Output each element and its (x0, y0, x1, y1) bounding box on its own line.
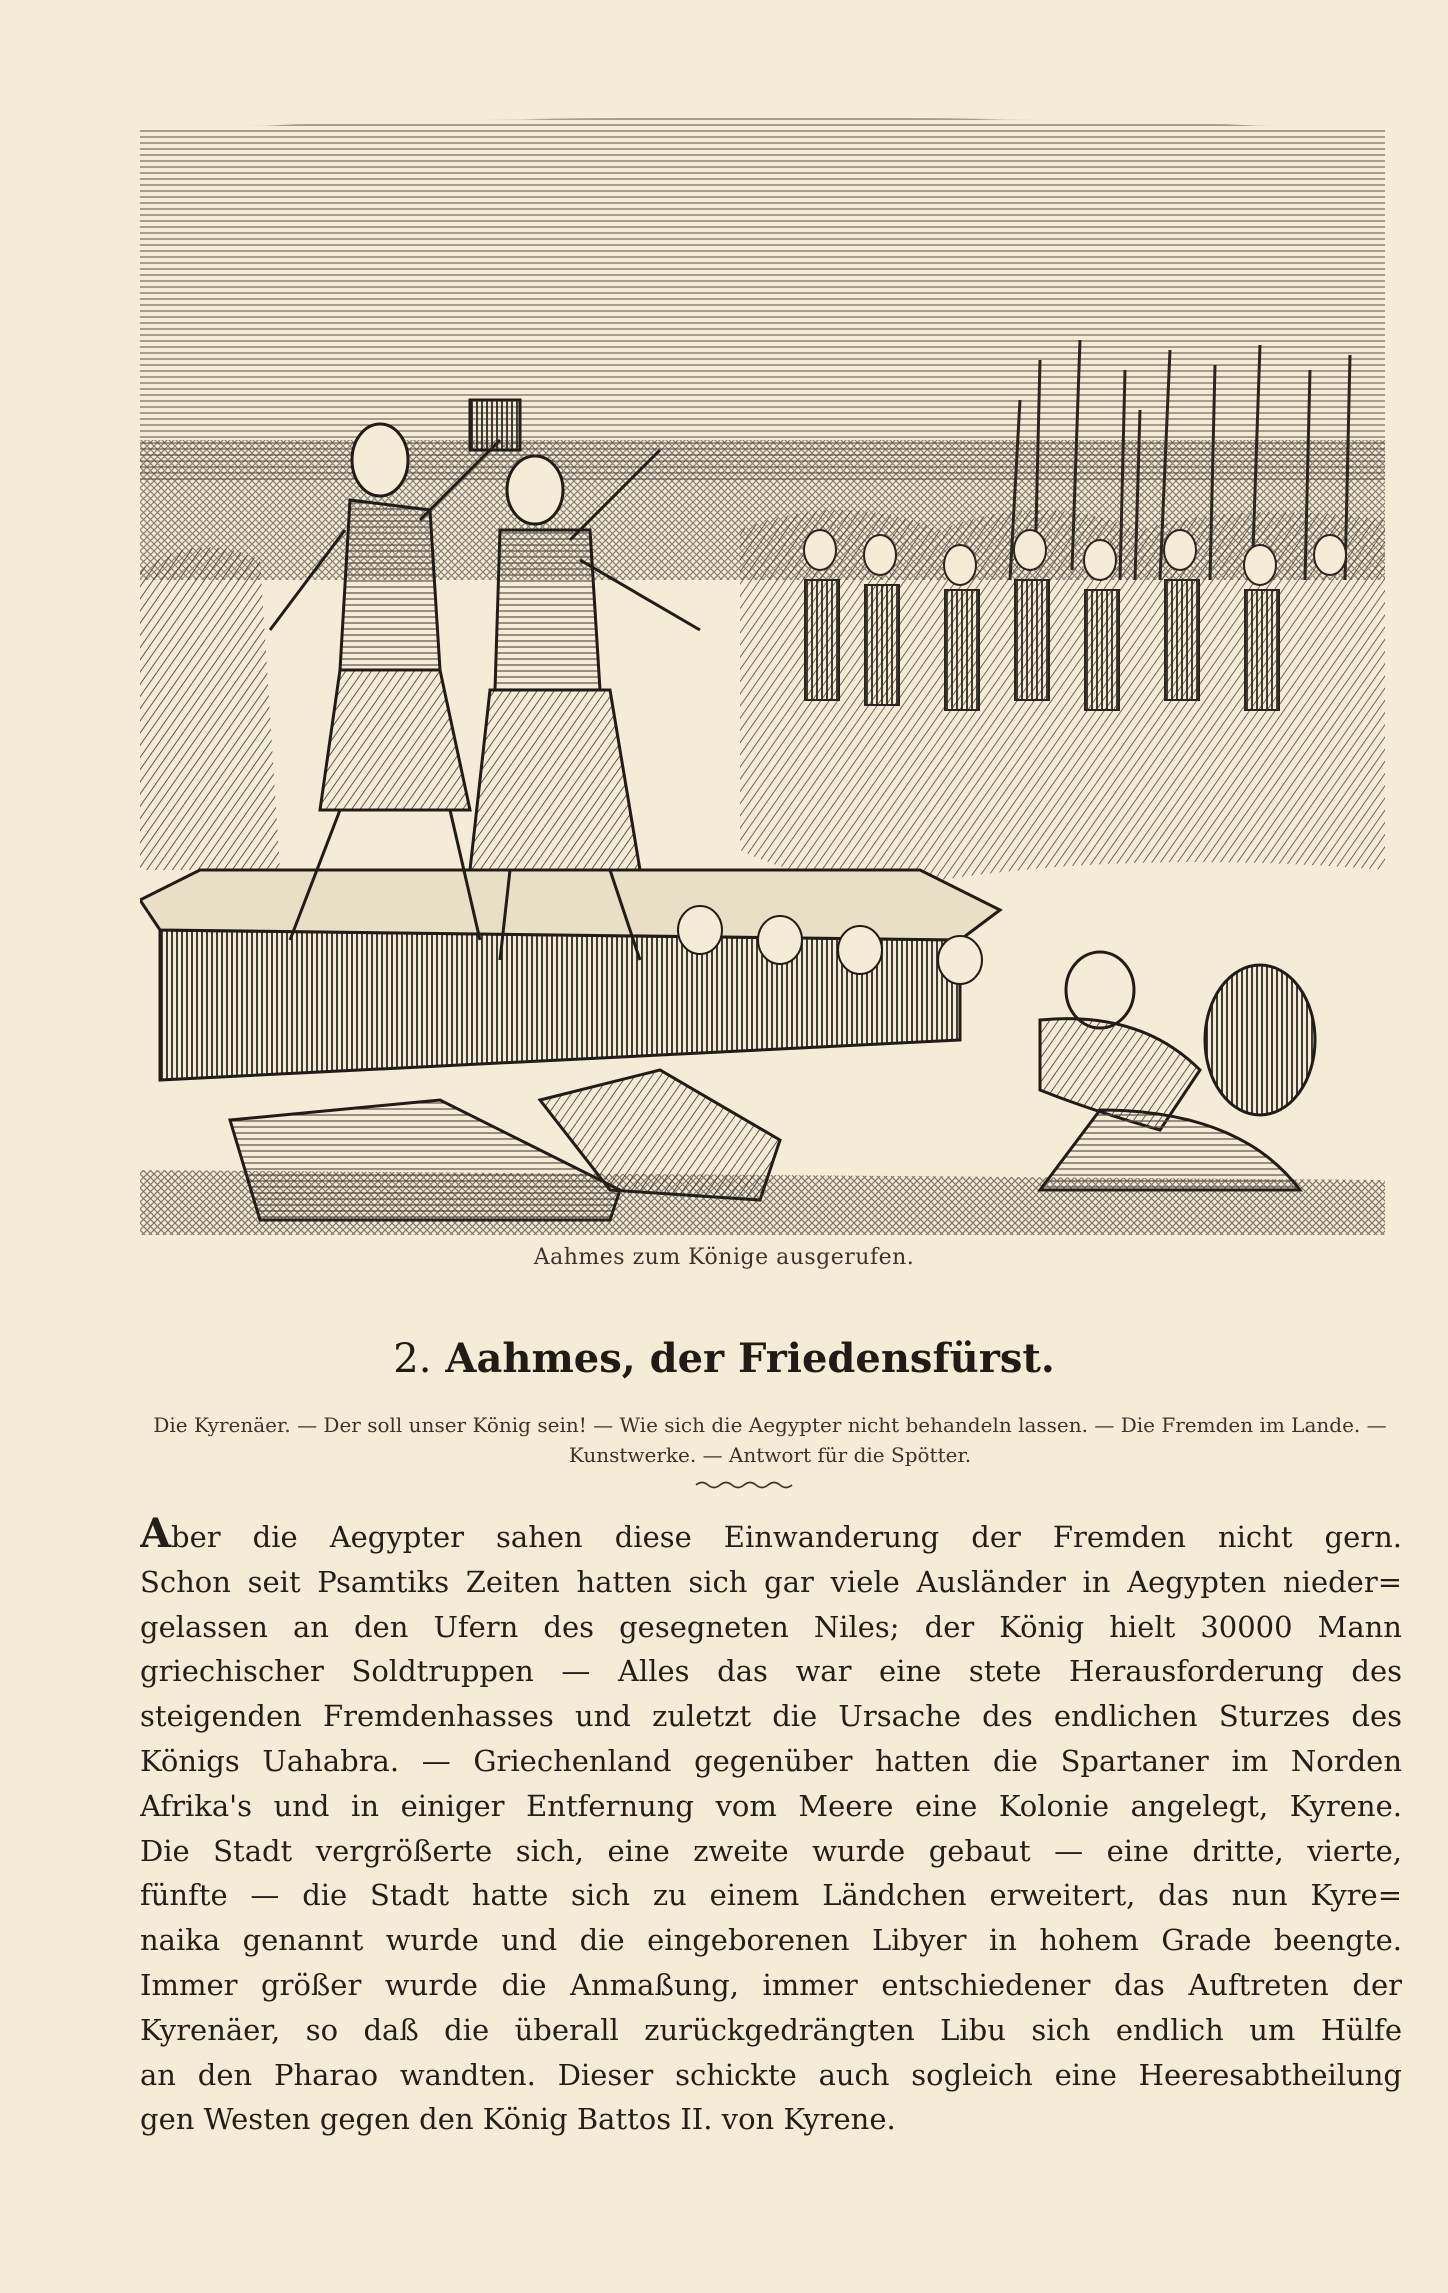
illustration-caption: Aahmes zum Könige ausgerufen. (533, 1245, 915, 1270)
text-line-7: Afrika's und in einiger Entfernung vom Meere eine Kolonie angelegt, Kyrene. (140, 1788, 1402, 1823)
text-line-2: Schon seit Psamtiks Zeiten hatten sich gar viele Ausländer in Aegypten nieder= (140, 1564, 1402, 1599)
section-number: 2. (393, 1336, 432, 1382)
chapter-summary: Die Kyrenäer. — Der soll unser König sein! — Wie sich die Aegypter nicht behandeln lassen. — Die Fremden im Lande. — Kunstwerke. — Antwort für die Spötter. (153, 1413, 1387, 1467)
text-line-6: Königs Uahabra. — Griechenland gegenüber hatten die Spartaner im Norden (140, 1743, 1402, 1778)
text-line-3: gelassen an den Ufern des gesegneten Niles; der König hielt 30000 Mann (140, 1609, 1402, 1644)
text-line-13: an den Pharao wandten. Dieser schickte auch sogleich eine Heeresabtheilung (140, 2057, 1402, 2092)
ornament-divider (694, 1478, 794, 1492)
body-paragraph (140, 1512, 1402, 2142)
figure-reclining (1040, 952, 1315, 1190)
engraving-illustration (140, 110, 1385, 1235)
drop-cap: A (140, 1512, 172, 1557)
section-title: Aahmes, der Friedensfürst. (445, 1335, 1055, 1382)
text-line-5: steigenden Fremdenhasses und zuletzt die Ursache des endlichen Sturzes des (140, 1699, 1402, 1734)
text-line-4: griechischer Soldtruppen — Alles das war eine stete Herausforderung des (140, 1654, 1402, 1689)
text-line-12: Kyrenäer, so daß die überall zurückgedrängten Libu sich endlich um Hülfe (140, 2012, 1402, 2047)
text-line-10: naika genannt wurde und die eingeborenen Libyer in hohem Grade beengte. (140, 1923, 1402, 1958)
text-line-11: Immer größer wurde die Anmaßung, immer entschiedener das Auftreten der (140, 1967, 1402, 2002)
section-heading (0, 1335, 1448, 1382)
text-line-14: gen Westen gegen den König Battos II. von Kyrene. (140, 2102, 896, 2137)
text-line-8: Die Stadt vergrößerte sich, eine zweite wurde gebaut — eine dritte, vierte, (140, 1833, 1402, 1868)
text-line-1: Aber die Aegypter sahen diese Einwanderung der Fremden nicht gern. (140, 1512, 1402, 1557)
text-line-9: fünfte — die Stadt hatte sich zu einem Ländchen erweitert, das nun Kyre= (140, 1878, 1402, 1913)
engraving-svg (140, 110, 1385, 1235)
